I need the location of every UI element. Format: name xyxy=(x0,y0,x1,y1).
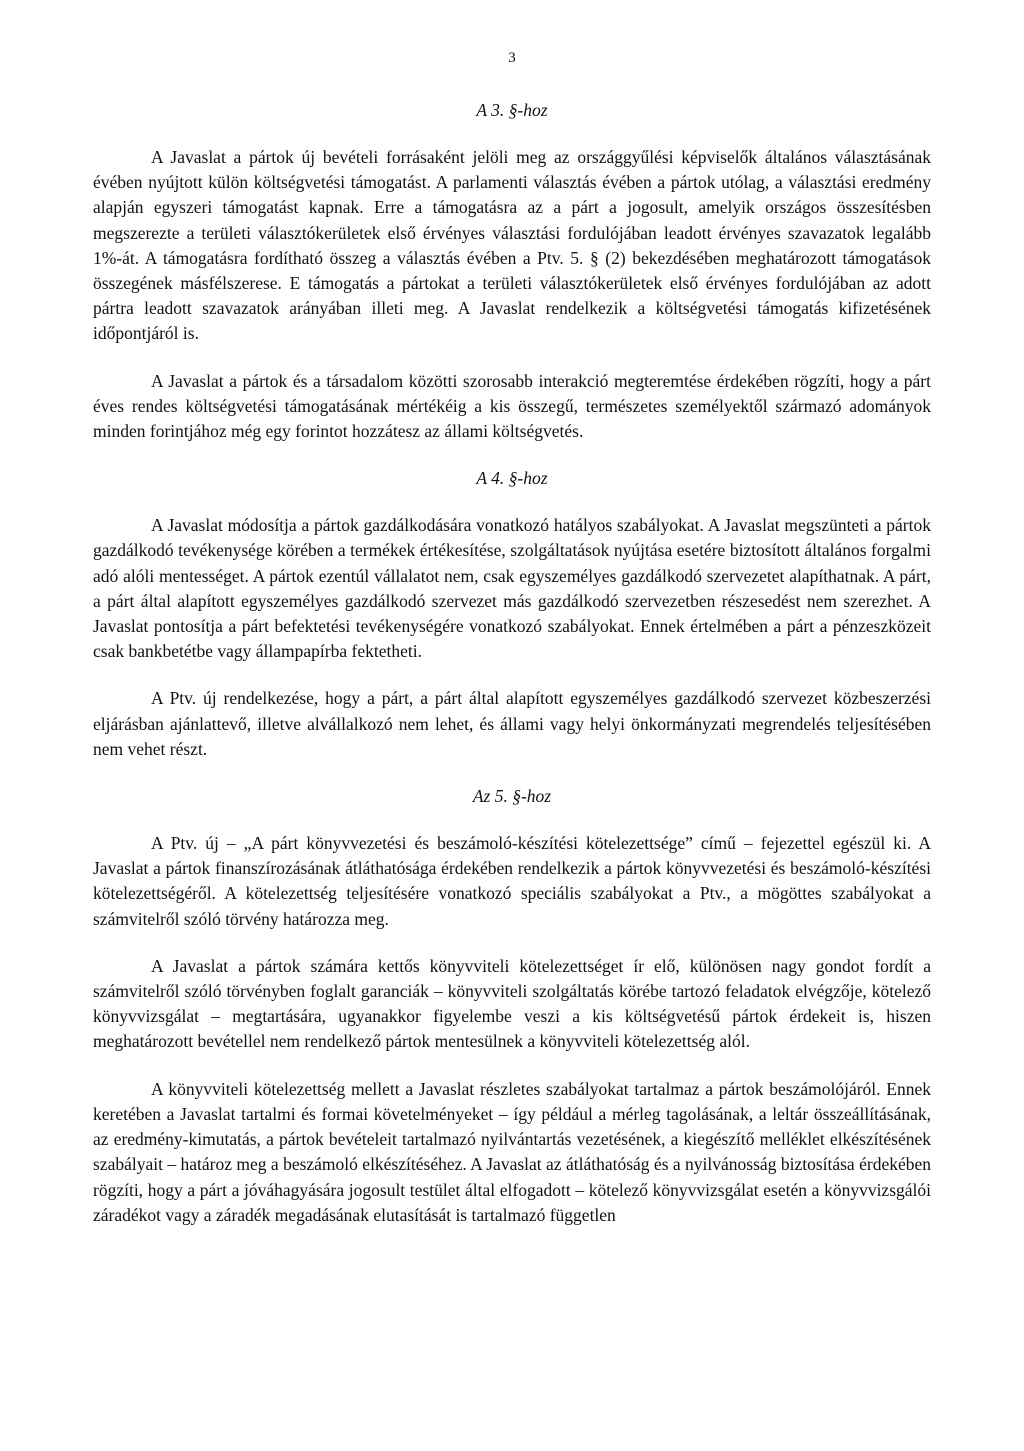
paragraph: A Javaslat a pártok számára kettős könyvviteli kötelezettséget ír elő, különösen nagy gondot fordít a számvitelről szóló törvényben foglalt garanciák – könyvviteli szolgáltatás körébe tartozó feladatok elvégzője, kötelező könyvvizsgálat – megtartására, ugyanakkor figyelembe veszi a kis költségvetésű pártok érdekeit is, hiszen meghatározott bevétellel nem rendelkező pártok mentesülnek a könyvviteli kötelezettség alól. xyxy=(93,955,931,1052)
paragraph: A Javaslat módosítja a pártok gazdálkodására vonatkozó hatályos szabályokat. A Javaslat megszünteti a pártok gazdálkodó tevékenysége körében a termékek értékesítése, szolgáltatások nyújtása esetére biztosított általános forgalmi adó alóli mentességet. A pártok ezentúl vállalatot nem, csak egyszemélyes gazdálkodó szervezetet alapíthatnak. A párt, a párt által alapított egyszemélyes gazdálkodó szervezet más gazdálkodó szervezetben részesedést nem szerezhet. A Javaslat pontosítja a párt befektetési tevékenységére vonatkozó szabályokat. Ennek értelmében a párt a pénzeszközeit csak bankbetétbe vagy állampapírba fektetheti. xyxy=(93,515,931,662)
section-heading: A 3. §-hoz xyxy=(476,100,548,120)
section-heading: Az 5. §-hoz xyxy=(472,786,552,807)
section-heading: A 4. §-hoz xyxy=(476,468,548,489)
section-5 xyxy=(93,784,931,1228)
section-3 xyxy=(93,98,931,444)
paragraph: A Ptv. új rendelkezése, hogy a párt, a párt által alapított egyszemélyes gazdálkodó szervezet közbeszerzési eljárásban ajánlattevő, illetve alvállalkozó nem lehet, és állami vagy helyi önkormányzati megrendelés teljesítésében nem vehet részt. xyxy=(93,688,931,759)
paragraph: A Javaslat a pártok és a társadalom közötti szorosabb interakció megteremtése érdekében rögzíti, hogy a párt éves rendes költségvetési támogatásának mértékéig a kis összegű, természetes személyektől származó adományok minden forintjához még egy forintot hozzátesz az állami költségvetés. xyxy=(93,370,931,442)
document-body xyxy=(93,98,931,1250)
paragraph: A Ptv. új – „A párt könyvvezetési és beszámoló-készítési kötelezettsége” című – fejezettel egészül ki. A Javaslat a pártok finanszírozásának átláthatósága érdekében rendelkezik a pártok könyvvezetési és beszámoló-készítési kötelezettségéről. A kötelezettség teljesítésére vonatkozó speciális szabályokat a Ptv., a mögöttes szabályokat a számvitelről szóló törvény határozza meg. xyxy=(93,833,931,929)
paragraph: A könyvviteli kötelezettség mellett a Javaslat részletes szabályokat tartalmaz a pártok beszámolójáról. Ennek keretében a Javaslat tartalmi és formai követelményeket – így például a mérleg tagolásának, a leltár összeállításának, az eredmény-kimutatás, a pártok bevételeit tartalmazó nyilvántartás vezetésének, a kiegészítő melléklet elkészítésének szabályait – határoz meg a beszámoló elkészítéséhez. A Javaslat az átláthatóság és a nyilvánosság biztosítása érdekében rögzíti, hogy a párt a jóváhagyására jogosult testület által elfogadott – kötelező könyvvizsgálat esetén a könyvvizsgálói záradékot vagy a záradék megadásának elutasítását is tartalmazó független xyxy=(93,1078,931,1225)
section-4 xyxy=(93,466,931,762)
paragraph: A Javaslat a pártok új bevételi forrásaként jelöli meg az országgyűlési képviselők általános választásának évében nyújtott külön költségvetési támogatást. A parlamenti választás évében a pártok utólag, a választási eredmény alapján egyszeri támogatást kapnak. Erre a támogatásra az a párt a jogosult, amelyik országos összesítésben megszerezte a területi választókerületek első érvényes választási fordulójában leadott érvényes szavazatok legalább 1%-át. A támogatásra fordítható összeg a választás évében a Ptv. 5. § (2) bekezdésében meghatározott támogatások összegének másfélszerese. E támogatás a pártokat a területi választókerületek első érvényes fordulójában az adott pártra leadott szavazatok arányában illeti meg. A Javaslat rendelkezik a költségvetési támogatás kifizetésének időpontjáról is. xyxy=(93,147,931,344)
page-number: 3 xyxy=(508,50,516,66)
